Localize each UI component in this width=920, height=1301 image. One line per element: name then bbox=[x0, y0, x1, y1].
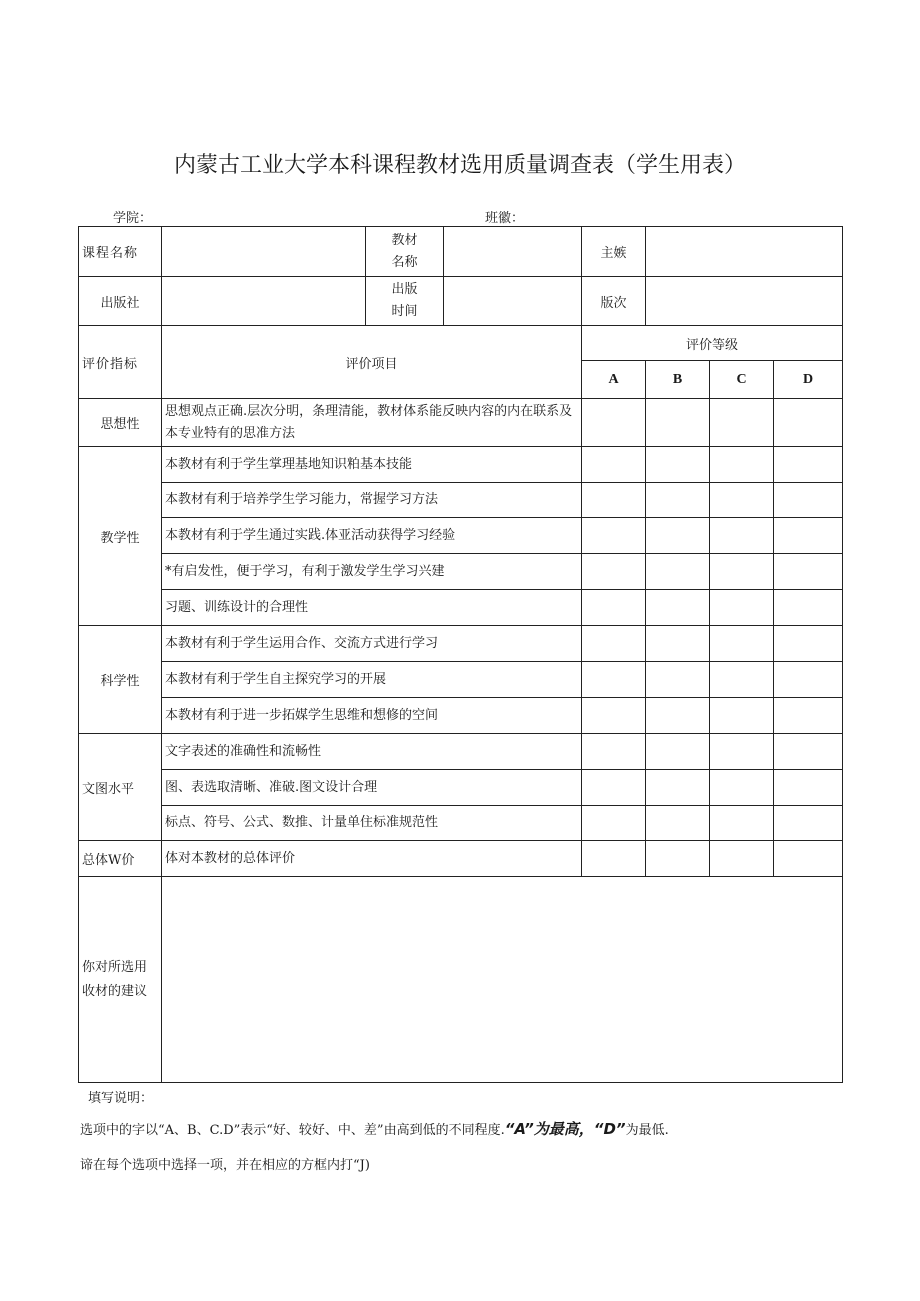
grade-c-cell[interactable] bbox=[710, 518, 774, 554]
suggestion-label: 你对所选用 收材的建议 bbox=[79, 877, 162, 1083]
textbook-name-field[interactable] bbox=[444, 227, 582, 277]
grade-b-cell[interactable] bbox=[646, 698, 710, 734]
pub-time-label: 出版 时间 bbox=[366, 277, 444, 326]
grade-d-cell[interactable] bbox=[774, 662, 843, 698]
grade-d-cell[interactable] bbox=[774, 734, 843, 770]
grade-b-cell[interactable] bbox=[646, 483, 710, 518]
grade-c-cell[interactable] bbox=[710, 399, 774, 447]
grade-b-cell[interactable] bbox=[646, 447, 710, 483]
grade-c-cell[interactable] bbox=[710, 554, 774, 590]
publisher-field[interactable] bbox=[162, 277, 366, 326]
grade-c-cell[interactable] bbox=[710, 734, 774, 770]
criteria-item: 本教材有利于学生运用合作、交流方式进行学习 bbox=[162, 626, 582, 662]
class-label: 班徽： bbox=[485, 211, 525, 226]
grade-b-cell[interactable] bbox=[646, 626, 710, 662]
notes-line-1: 选项中的字以“A、B、C.D”表示“好、较好、中、差”由高到低的不同程度.“A”为最高，“D”为最低. bbox=[80, 1120, 669, 1138]
grade-a-cell[interactable] bbox=[582, 399, 646, 447]
indicator-overall: 总体W价 bbox=[79, 841, 162, 877]
publisher-label: 出版社 bbox=[79, 277, 162, 326]
grade-c-cell[interactable] bbox=[710, 626, 774, 662]
grade-a-cell[interactable] bbox=[582, 734, 646, 770]
grade-c-cell[interactable] bbox=[710, 662, 774, 698]
edition-field[interactable] bbox=[646, 277, 843, 326]
grade-c-cell[interactable] bbox=[710, 770, 774, 806]
grade-d-cell[interactable] bbox=[774, 483, 843, 518]
indicator-pedagogy: 教学性 bbox=[79, 447, 162, 626]
grade-a-cell[interactable] bbox=[582, 447, 646, 483]
grade-a-header: A bbox=[582, 361, 646, 399]
editor-label: 主嫉 bbox=[582, 227, 646, 277]
grade-a-cell[interactable] bbox=[582, 483, 646, 518]
criteria-item: 本教材有利于培养学生学习能力，常握学习方法 bbox=[162, 483, 582, 518]
grade-d-cell[interactable] bbox=[774, 554, 843, 590]
editor-field[interactable] bbox=[646, 227, 843, 277]
indicator-science: 科学性 bbox=[79, 626, 162, 734]
grade-d-cell[interactable] bbox=[774, 626, 843, 662]
grade-b-cell[interactable] bbox=[646, 399, 710, 447]
grade-d-cell[interactable] bbox=[774, 841, 843, 877]
criteria-item: 本教材有利于学生通过实践.体亚活动获得学习经验 bbox=[162, 518, 582, 554]
criteria-item: 图、表选取清晰、准破.图文设计合理 bbox=[162, 770, 582, 806]
grade-c-cell[interactable] bbox=[710, 483, 774, 518]
grade-a-cell[interactable] bbox=[582, 841, 646, 877]
criteria-item: 本教材有利于学生自主探究学习的开展 bbox=[162, 662, 582, 698]
criteria-item: 标点、符号、公式、数推、计量单住标准规范性 bbox=[162, 806, 582, 841]
indicator-text-figure: 文图水平 bbox=[79, 734, 162, 841]
grade-b-cell[interactable] bbox=[646, 770, 710, 806]
grade-b-cell[interactable] bbox=[646, 734, 710, 770]
grade-d-cell[interactable] bbox=[774, 399, 843, 447]
criteria-item: 体对本教材的总体评价 bbox=[162, 841, 582, 877]
grade-d-header: D bbox=[774, 361, 843, 399]
criteria-item: 习题、训练设计的合理性 bbox=[162, 590, 582, 626]
grade-c-cell[interactable] bbox=[710, 806, 774, 841]
grade-a-cell[interactable] bbox=[582, 806, 646, 841]
pub-time-field[interactable] bbox=[444, 277, 582, 326]
suggestion-field[interactable] bbox=[162, 877, 843, 1083]
grade-b-cell[interactable] bbox=[646, 518, 710, 554]
grade-b-cell[interactable] bbox=[646, 554, 710, 590]
notes-title: 填写说明： bbox=[88, 1091, 154, 1106]
form-title: 内蒙古工业大学本科课程教材选用质量调查表（学生用表） bbox=[173, 153, 746, 178]
grade-a-cell[interactable] bbox=[582, 554, 646, 590]
criteria-item: 思想观点正确.层次分明，条理清能，教材体系能反映内容的内在联系及本专业特有的思准方法 bbox=[162, 399, 582, 447]
grade-a-cell[interactable] bbox=[582, 698, 646, 734]
grade-c-header: C bbox=[710, 361, 774, 399]
grade-d-cell[interactable] bbox=[774, 698, 843, 734]
criteria-item: 本教材有利于学生掌理基地知识粕基本技能 bbox=[162, 447, 582, 483]
grade-d-cell[interactable] bbox=[774, 447, 843, 483]
textbook-name-label: 教材 名称 bbox=[366, 227, 444, 277]
indicator-ideology: 思想性 bbox=[79, 399, 162, 447]
grade-a-cell[interactable] bbox=[582, 590, 646, 626]
grade-d-cell[interactable] bbox=[774, 590, 843, 626]
grade-b-header: B bbox=[646, 361, 710, 399]
grade-header: 评价等级 bbox=[582, 326, 843, 361]
grade-b-cell[interactable] bbox=[646, 806, 710, 841]
grade-c-cell[interactable] bbox=[710, 698, 774, 734]
criteria-item: 本教材有利于进一步拓媒学生思维和想修的空间 bbox=[162, 698, 582, 734]
grade-c-cell[interactable] bbox=[710, 447, 774, 483]
edition-label: 版次 bbox=[582, 277, 646, 326]
grade-b-cell[interactable] bbox=[646, 590, 710, 626]
grade-a-cell[interactable] bbox=[582, 518, 646, 554]
grade-c-cell[interactable] bbox=[710, 590, 774, 626]
course-name-field[interactable] bbox=[162, 227, 366, 277]
grade-d-cell[interactable] bbox=[774, 518, 843, 554]
grade-b-cell[interactable] bbox=[646, 841, 710, 877]
criteria-item: 文字表述的准确性和流畅性 bbox=[162, 734, 582, 770]
notes-line-2: 谛在每个选项中选择一项，并在相应的方框内打“J) bbox=[80, 1158, 370, 1173]
item-header: 评价项目 bbox=[162, 326, 582, 399]
grade-d-cell[interactable] bbox=[774, 806, 843, 841]
grade-c-cell[interactable] bbox=[710, 841, 774, 877]
course-name-label: 课程名称 bbox=[79, 227, 162, 277]
grade-a-cell[interactable] bbox=[582, 626, 646, 662]
college-label: 学院： bbox=[113, 211, 153, 226]
grade-b-cell[interactable] bbox=[646, 662, 710, 698]
indicator-header: 评价指标 bbox=[79, 326, 162, 399]
criteria-item: *有启发性，便于学习，有利于激发学生学习兴建 bbox=[162, 554, 582, 590]
grade-a-cell[interactable] bbox=[582, 770, 646, 806]
survey-table bbox=[78, 226, 843, 1083]
grade-a-cell[interactable] bbox=[582, 662, 646, 698]
grade-d-cell[interactable] bbox=[774, 770, 843, 806]
